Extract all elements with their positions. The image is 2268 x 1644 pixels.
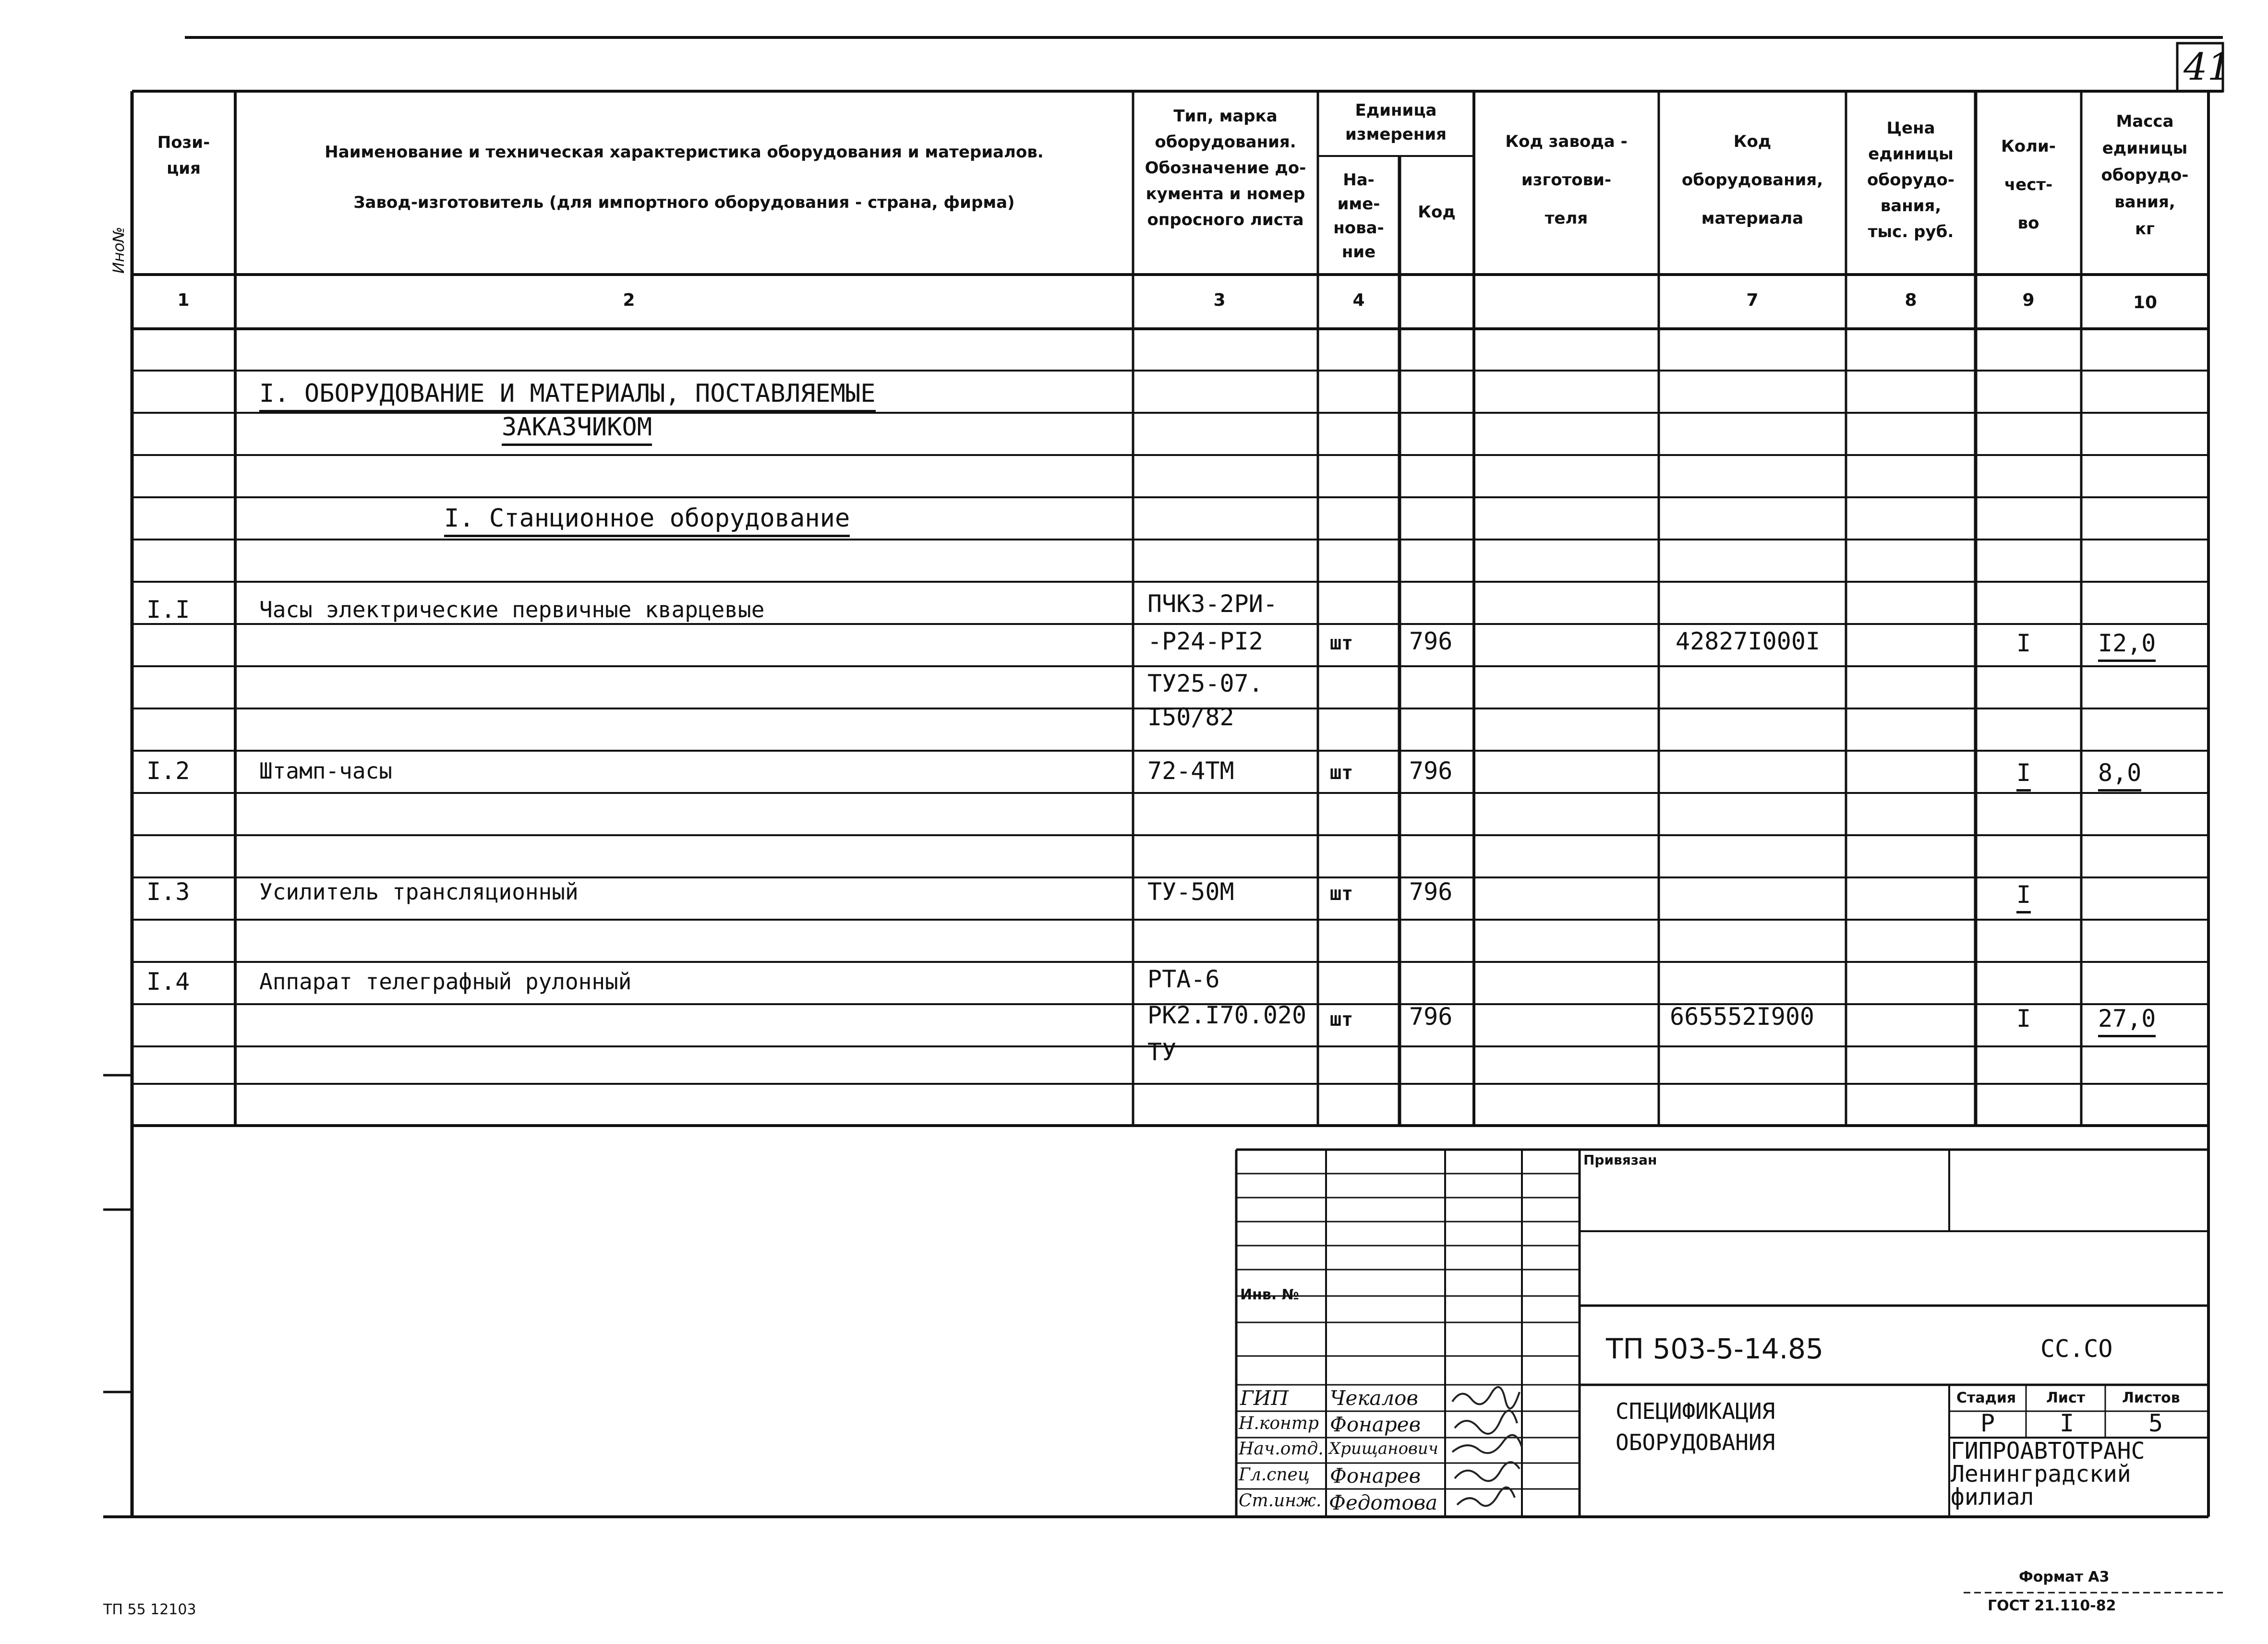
- organization-name: ГИПРОАВТОТРАНС: [1951, 1438, 2145, 1464]
- document-number: ТП 55 12103: [103, 1601, 196, 1618]
- gost-reference: ГОСТ 21.110-82: [1988, 1597, 2116, 1614]
- item-type: 72-4ТМ: [1147, 757, 1234, 785]
- item-type: ТУ-50М: [1147, 878, 1234, 906]
- header-type: Тип, марка оборудования. Обозначение до- кумента и номер опросного листа: [1145, 107, 1306, 229]
- inventory-label: Инв. №: [1240, 1286, 1299, 1303]
- column-number: 3: [1213, 290, 1226, 310]
- column-number: 10: [2133, 293, 2158, 312]
- document-title-cont: ОБОРУДОВАНИЯ: [1616, 1429, 1775, 1455]
- stage-value: Р: [1980, 1409, 1995, 1437]
- item-unit: шт: [1330, 883, 1353, 905]
- item-type: ТУ: [1147, 1038, 1177, 1066]
- document-title: СПЕЦИФИКАЦИЯ: [1616, 1398, 1775, 1424]
- sheet-number: 41: [2184, 46, 2232, 89]
- signature-role: Нач.отд.: [1239, 1439, 1324, 1459]
- header-name: Наименование и техническая характеристика оборудования и материалов.: [325, 143, 1044, 162]
- item-position: I.I: [146, 596, 190, 624]
- column-number: 1: [177, 290, 190, 310]
- document-suffix: СС.СО: [2040, 1335, 2113, 1363]
- signature-name: Хрищанович: [1329, 1439, 1438, 1458]
- column-number: 2: [623, 290, 635, 310]
- column-number: 9: [2022, 290, 2035, 310]
- signature-name: Федотова: [1329, 1491, 1438, 1514]
- item-name: Штамп-часы: [259, 758, 392, 784]
- item-position: I.3: [146, 878, 190, 906]
- item-name: Аппарат телеграфный рулонный: [259, 969, 632, 995]
- item-unit-code: 796: [1409, 878, 1453, 906]
- item-position: I.4: [146, 968, 190, 996]
- item-unit: шт: [1330, 1008, 1353, 1031]
- attached-label: Привязан: [1583, 1152, 1657, 1168]
- column-number: 7: [1746, 290, 1759, 310]
- stage-label: Стадия: [1956, 1390, 2016, 1406]
- item-type: ПЧКЗ-2РИ-: [1147, 590, 1278, 618]
- organization-branch: Ленинградский: [1951, 1461, 2131, 1488]
- item-type: РК2.I70.020: [1147, 1001, 1307, 1029]
- item-mass: 8,0: [2098, 758, 2141, 792]
- item-type: ТУ25-07.: [1147, 670, 1263, 697]
- header-unit-name: На- име- нова- ние: [1333, 170, 1384, 262]
- header-factory-code: Код завода - изготови- теля: [1505, 132, 1628, 228]
- format-label: Формат А3: [2019, 1569, 2110, 1585]
- header-equipment-code: Код оборудования, материала: [1681, 132, 1823, 228]
- item-unit-code: 796: [1409, 757, 1453, 785]
- signature-role: ГИП: [1240, 1386, 1289, 1410]
- item-position: I.2: [146, 757, 190, 785]
- signature-role: Н.контр: [1239, 1414, 1319, 1433]
- signature-name: Фонарев: [1330, 1413, 1421, 1436]
- item-equipment-code: 42827I000I: [1676, 627, 1821, 655]
- item-quantity: I: [2016, 880, 2031, 913]
- sheets-value: 5: [2148, 1409, 2163, 1437]
- signature-role: Ст.инж.: [1239, 1491, 1322, 1511]
- item-name: Усилитель трансляционный: [259, 879, 579, 905]
- item-type: I50/82: [1147, 703, 1234, 731]
- section-title-cont: ЗАКАЗЧИКОМ: [502, 413, 652, 446]
- header-quantity: Коли- чест- во: [2001, 137, 2056, 233]
- item-unit-code: 796: [1409, 1003, 1453, 1031]
- header-mass: Масса единицы оборудо- вания, кг: [2101, 112, 2189, 239]
- item-quantity: I: [2016, 1005, 2031, 1032]
- column-number: 4: [1352, 290, 1365, 310]
- item-unit: шт: [1330, 632, 1353, 654]
- item-mass: I2,0: [2098, 629, 2156, 662]
- item-equipment-code: 665552I900: [1670, 1003, 1815, 1031]
- sheet-label: Лист: [2046, 1390, 2086, 1406]
- header-manufacturer: Завод-изготовитель (для импортного оборудования - страна, фирма): [353, 193, 1015, 212]
- header-unit: Единица измерения: [1345, 101, 1447, 144]
- item-type: РТА-6: [1147, 965, 1220, 993]
- column-number: 8: [1905, 290, 1917, 310]
- item-name: Часы электрические первичные кварцевые: [259, 597, 765, 623]
- header-position: Пози- ция: [157, 133, 210, 178]
- signature-name: Фонарев: [1330, 1464, 1421, 1488]
- signature-name: Чекалов: [1330, 1386, 1418, 1410]
- subsection-title: I. Станционное оборудование: [444, 504, 850, 537]
- item-quantity: I: [2016, 629, 2031, 657]
- sheet-value: I: [2060, 1409, 2075, 1437]
- item-quantity: I: [2016, 758, 2031, 792]
- header-price: Цена единицы оборудо- вания, тыс. руб.: [1867, 119, 1954, 241]
- item-unit: шт: [1330, 762, 1353, 784]
- document-code: ТП 503-5-14.85: [1606, 1332, 1823, 1365]
- signature-role: Гл.спец: [1239, 1465, 1310, 1485]
- item-unit-code: 796: [1409, 627, 1453, 655]
- item-type: -Р24-РI2: [1147, 627, 1263, 655]
- side-stamp: Ино№: [109, 227, 128, 274]
- organization-branch-cont: филиал: [1951, 1484, 2034, 1511]
- sheets-label: Листов: [2122, 1390, 2180, 1406]
- header-unit-code: Код: [1418, 203, 1456, 222]
- item-mass: 27,0: [2098, 1004, 2156, 1037]
- section-title: I. ОБОРУДОВАНИЕ И МАТЕРИАЛЫ, ПОСТАВЛЯЕМЫЕ: [259, 379, 876, 412]
